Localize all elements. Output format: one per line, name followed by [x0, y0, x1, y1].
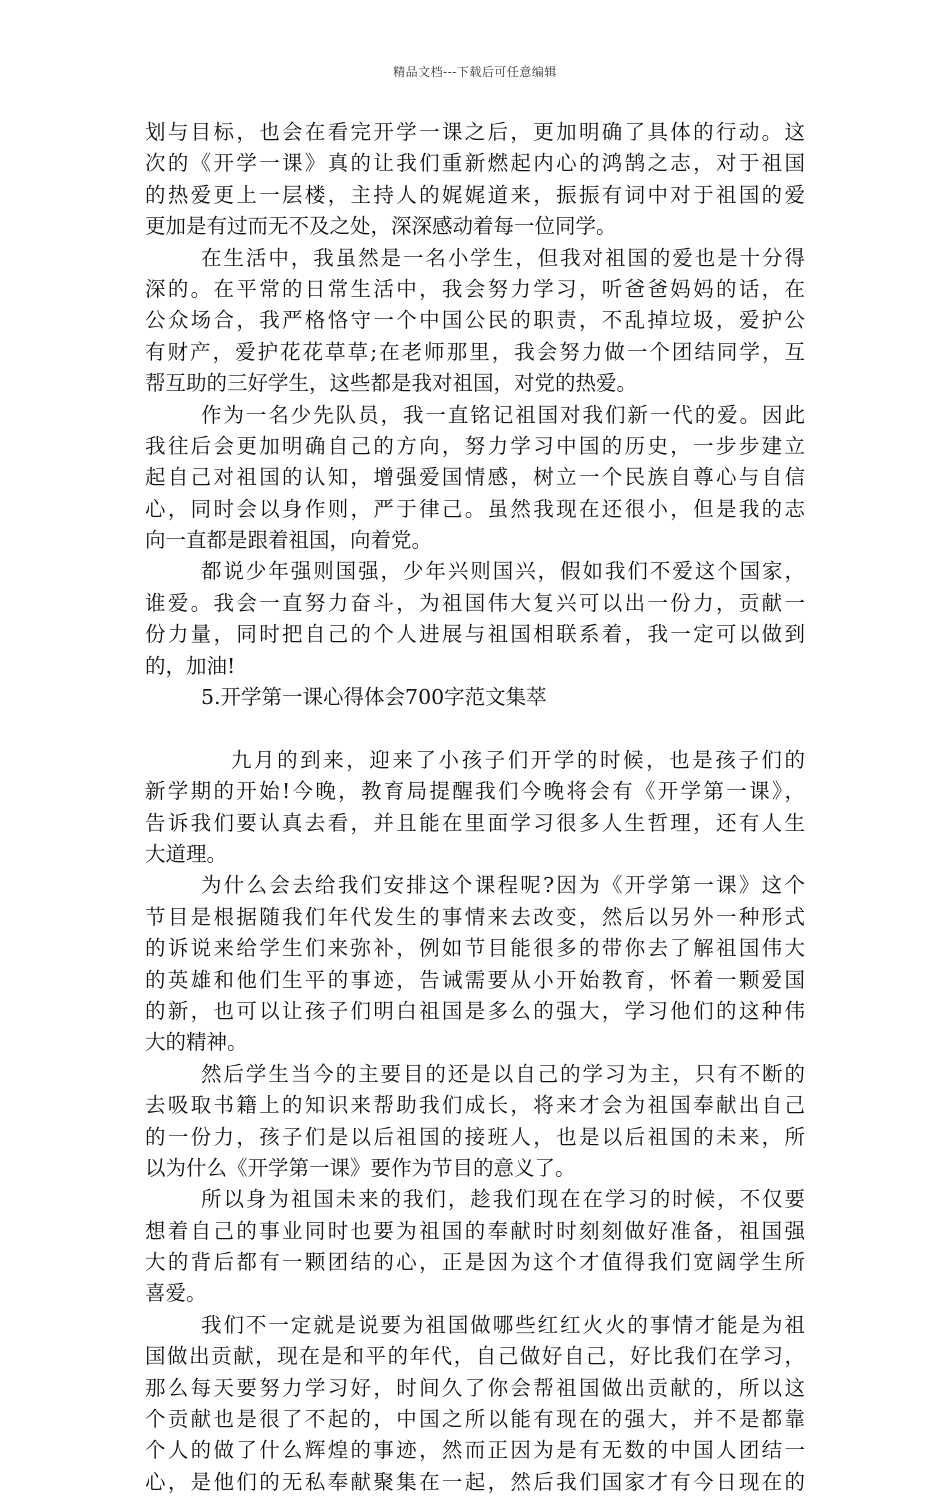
- text-line: 国做出贡献，现在是和平的年代，自己做好自己，好比我们在学习，: [145, 1344, 805, 1369]
- text-line: 次的《开学一课》真的让我们重新燃起内心的鸿鹄之志，对于祖国: [145, 151, 805, 176]
- text-line: 向一直都是跟着祖国，向着党。: [145, 528, 432, 553]
- text-line: 的英雄和他们生平的事迹，告诫需要从小开始教育，怀着一颗爱国: [145, 967, 805, 992]
- text-line: 的诉说来给学生们来弥补，例如节目能很多的带你去了解祖国伟大: [145, 936, 805, 961]
- text-line: 帮互助的三好学生，这些都是我对祖国，对党的热爱。: [145, 371, 637, 396]
- text-line: 大的精神。: [145, 1030, 248, 1055]
- text-line: 所以身为祖国未来的我们，趁我们现在在学习的时候，不仅要: [201, 1187, 805, 1212]
- text-line: 个人的做了什么辉煌的事迹，然而正因为是有无数的中国人团结一: [145, 1438, 805, 1463]
- document-body: [145, 117, 805, 1498]
- text-line: 的，加油!: [145, 653, 236, 678]
- text-line: 起自己对祖国的认知，增强爱国情感，树立一个民族自尊心与自信: [145, 465, 805, 490]
- text-line: 喜爱。: [145, 1281, 207, 1306]
- text-line: 份力量，同时把自己的个人进展与祖国相联系着，我一定可以做到: [145, 622, 805, 647]
- page-header: 精品文档---下载后可任意编辑: [393, 65, 557, 79]
- text-line: 心，是他们的无私奉献聚集在一起，然后我们国家才有今日现在的: [145, 1469, 805, 1494]
- text-line: 以为什么《开学第一课》要作为节目的意义了。: [145, 1155, 576, 1180]
- text-line: 公众场合，我严格恪守一个中国公民的职责，不乱掉垃圾，爱护公: [145, 308, 805, 333]
- text-line: 的热爱更上一层楼，主持人的娓娓道来，振振有词中对于祖国的爱: [145, 182, 805, 207]
- text-line: 有财产，爱护花花草草;在老师那里，我会努力做一个团结同学，互: [145, 339, 805, 364]
- blank-line: [145, 713, 805, 744]
- text-line: 想着自己的事业同时也要为祖国的奉献时时刻刻做好准备，祖国强: [145, 1218, 805, 1243]
- text-line: 划与目标，也会在看完开学一课之后，更加明确了具体的行动。这: [145, 120, 805, 144]
- text-line: 去吸取书籍上的知识来帮助我们成长，将来才会为祖国奉献出自己: [145, 1093, 805, 1118]
- text-line: 谁爱。我会一直努力奋斗，为祖国伟大复兴可以出一份力，贡献一: [145, 590, 805, 615]
- text-line: 我往后会更加明确自己的方向，努力学习中国的历史，一步步建立: [145, 433, 805, 458]
- text-line: 都说少年强则国强，少年兴则国兴，假如我们不爱这个国家，: [201, 559, 805, 584]
- text-line: 九月的到来，迎来了小孩子们开学的时候，也是孩子们的: [231, 747, 805, 772]
- text-line: 5.开学第一课心得体会700字范文集萃: [201, 685, 547, 710]
- text-line: 新学期的开始!今晚，教育局提醒我们今晚将会有《开学第一课》，: [145, 779, 805, 804]
- text-line: 更加是有过而无不及之处，深深感动着每一位同学。: [145, 214, 617, 239]
- text-line: 作为一名少先队员，我一直铭记祖国对我们新一代的爱。因此: [201, 402, 805, 427]
- text-line: 个贡献也是很了不起的，中国之所以能有现在的强大，并不是都靠: [145, 1407, 805, 1432]
- text-line: 大道理。: [145, 841, 227, 866]
- text-line: 然后学生当今的主要目的还是以自己的学习为主，只有不断的: [201, 1061, 805, 1086]
- text-line: 心，同时会以身作则，严于律己。虽然我现在还很小，但是我的志: [145, 496, 805, 521]
- text-line: 告诉我们要认真去看，并且能在里面学习很多人生哲理，还有人生: [145, 810, 805, 835]
- text-line: 节目是根据随我们年代发生的事情来去改变，然后以另外一种形式: [145, 904, 805, 929]
- text-line: 大的背后都有一颗团结的心，正是因为这个才值得我们宽阔学生所: [145, 1250, 805, 1275]
- text-line: 我们不一定就是说要为祖国做哪些红红火火的事情才能是为祖: [201, 1312, 805, 1337]
- text-line: 深的。在平常的日常生活中，我会努力学习，听爸爸妈妈的话，在: [145, 276, 805, 301]
- text-line: 的一份力，孩子们是以后祖国的接班人，也是以后祖国的未来，所: [145, 1124, 805, 1149]
- text-line: 那么每天要努力学习好，时间久了你会帮祖国做出贡献的，所以这: [145, 1375, 805, 1400]
- text-line: 的新，也可以让孩子们明白祖国是多么的强大，学习他们的这种伟: [145, 998, 805, 1023]
- text-line: 为什么会去给我们安排这个课程呢?因为《开学第一课》这个: [201, 873, 805, 898]
- text-line: 在生活中，我虽然是一名小学生，但我对祖国的爱也是十分得: [201, 245, 805, 270]
